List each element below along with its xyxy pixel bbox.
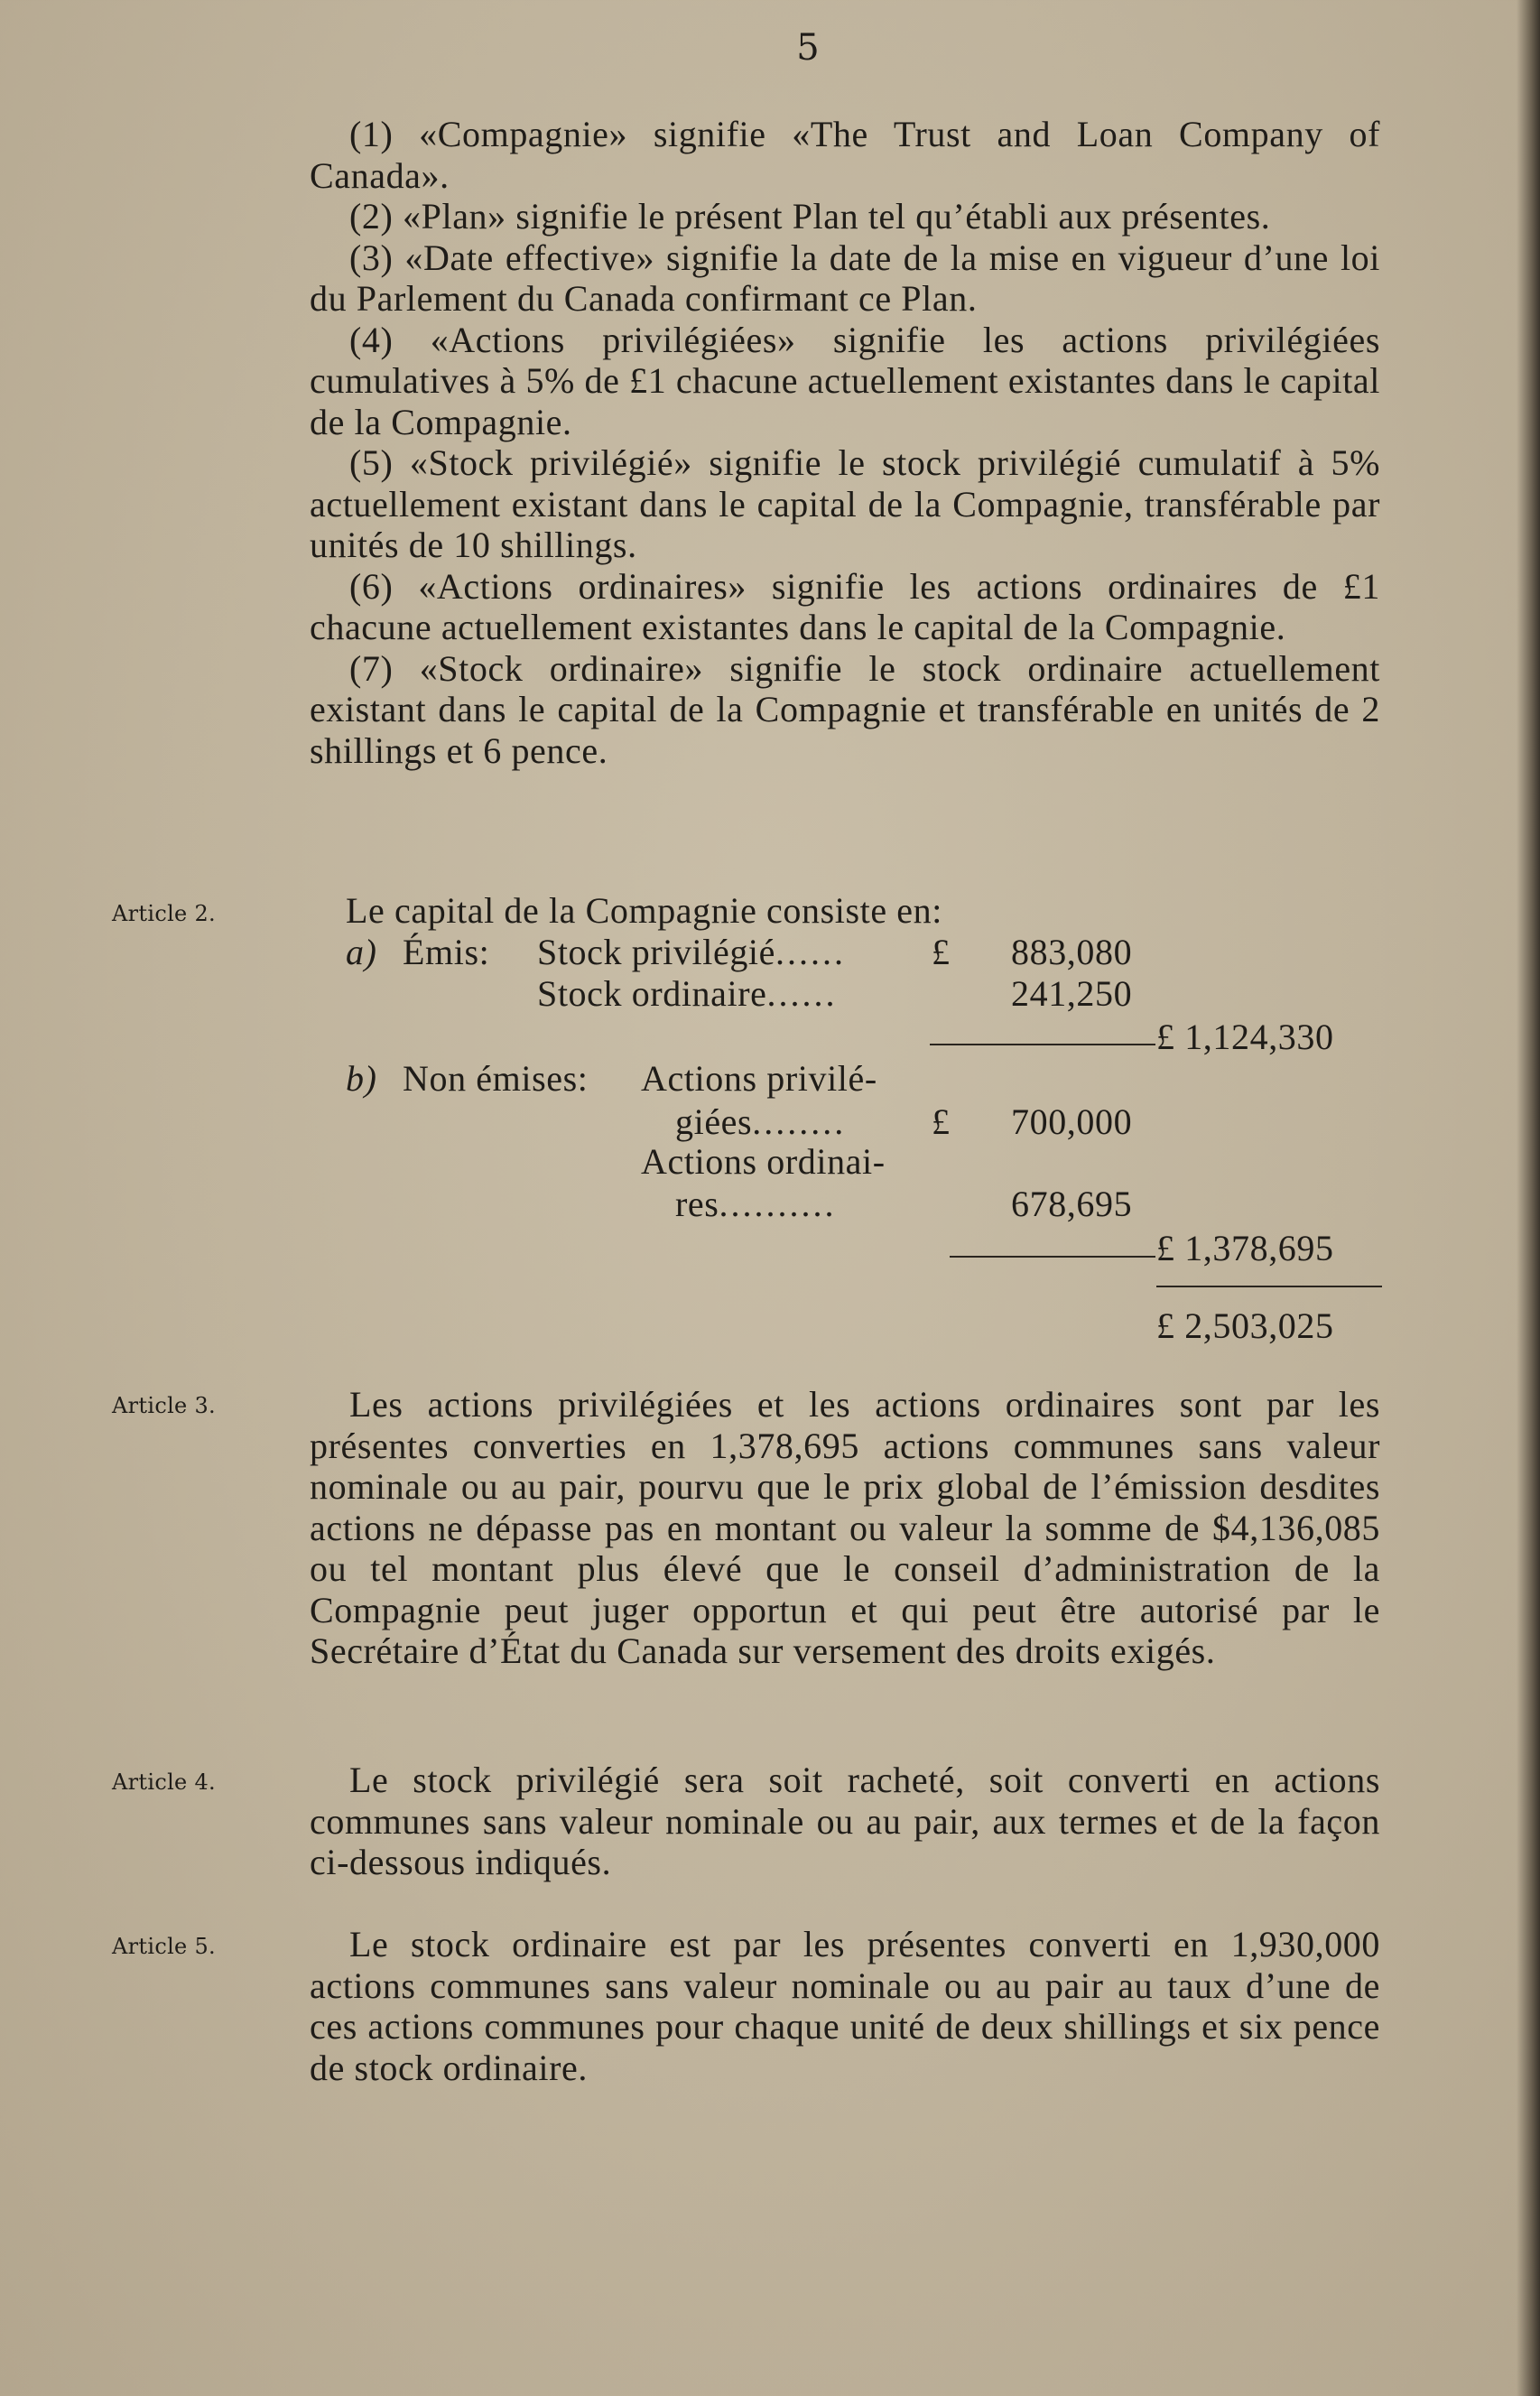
article-3-text: Les actions privilégiées et les actions ordinaires sont par les présentes converties en 1,378,695 actions communes sans valeur nominale ou au pair, pourvu que le prix global de l’émission desdites actions ne dépasse pas en montant ou valeur la somme de $4,136,085 ou tel montant plus élevé que le conseil d’administration de la Compagnie peut juger opportun et qui peut être autorisé par le Secrétaire d’État du Canada sur versement des droits exigés. [310,1384,1380,1671]
capital-intro: Le capital de la Compagnie consiste en: [346,890,942,931]
leader-dots: .......... [719,1184,837,1224]
grand-total: £ 2,503,025 [1156,1305,1334,1346]
definitions-block [310,114,1380,771]
line-actions-privilegiees-2 [675,1100,846,1143]
subtotal-b: £ 1,378,695 [1156,1228,1334,1268]
currency-symbol: £ [932,932,951,972]
line-actions-privilegiees-1: Actions privilé- [641,1058,877,1099]
definition-1: (1) «Compagnie» signifie «The Trust and Loan Company of Canada». [310,114,1380,196]
leader-dots: ........ [752,1101,847,1142]
definition-2: (2) «Plan» signifie le présent Plan tel qu’établi aux présentes. [349,196,1271,237]
definition-7: (7) «Stock ordinaire» signifie le stock ordinaire actuellement existant dans le capital de la Compagnie et transférable en unités de 2 shillings et 6 pence. [310,647,1380,771]
subtotal-b-rule [950,1256,1155,1258]
line-stock-privilegie [537,931,846,973]
value-stock-ordinaire: 241,250 [1011,973,1133,1014]
section-a-heading: Émis: [403,932,490,972]
article-4-label: Article 4. [112,1769,216,1795]
line-actions-ordinaires-1: Actions ordinai- [641,1141,886,1182]
label: Stock ordinaire [537,973,767,1014]
value-stock-privilegie: 883,080 [1011,932,1133,972]
article-4-body [310,1760,1380,1883]
definition-6: (6) «Actions ordinaires» signifie les actions ordinaires de £1 chacune actuellement existantes dans le capital de la Compagnie. [310,565,1380,647]
article-3-body [310,1384,1380,1672]
article-4-text: Le stock privilégié sera soit racheté, soit converti en actions communes sans valeur nominale ou au pair, aux termes et de la façon ci-dessous indiqués. [310,1760,1380,1882]
leader-dots: ...... [766,973,838,1014]
page-edge-shadow [1517,0,1540,2396]
page-number: 5 [796,27,820,69]
label: Stock privilégié [537,932,775,972]
section-b-marker: b) [346,1058,377,1099]
subtotal-a: £ 1,124,330 [1156,1017,1334,1057]
definition-5: (5) «Stock privilégié» signifie le stock privilégié cumulatif à 5% actuellement existant dans le capital de la Compagnie, transférable par unités de 10 shillings. [310,442,1380,565]
value-actions-ordinaires: 678,695 [1011,1184,1133,1224]
article-5-text: Le stock ordinaire est par les présentes converti en 1,930,000 actions communes sans valeur nominale ou au pair au taux d’une de ces actions communes pour chaque unité de deux shillings et six pence de stock ordinaire. [310,1924,1380,2088]
label: res [675,1184,719,1224]
article-5-label: Article 5. [112,1934,216,1959]
section-b-heading: Non émises: [403,1058,589,1099]
definition-3: (3) «Date effective» signifie la date de la mise en vigueur d’une loi du Parlement du Canada confirmant ce Plan. [310,237,1380,319]
section-a-marker: a) [346,932,377,972]
line-actions-ordinaires-2 [675,1183,836,1225]
definition-4: (4) «Actions privilégiées» signifie les actions privilégiées cumulatives à 5% de £1 chacune actuellement existantes dans le capital de la Compagnie. [310,319,1380,442]
leader-dots: ...... [775,932,846,972]
article-2-label: Article 2. [112,901,216,926]
value-actions-privilegiees: 700,000 [1011,1101,1133,1142]
label: giées [675,1101,753,1142]
article-5-body [310,1924,1380,2088]
currency-symbol: £ [932,1101,951,1142]
grand-total-rule [1156,1286,1382,1287]
article-3-label: Article 3. [112,1393,216,1418]
line-stock-ordinaire [537,972,838,1015]
subtotal-a-rule [930,1044,1155,1045]
